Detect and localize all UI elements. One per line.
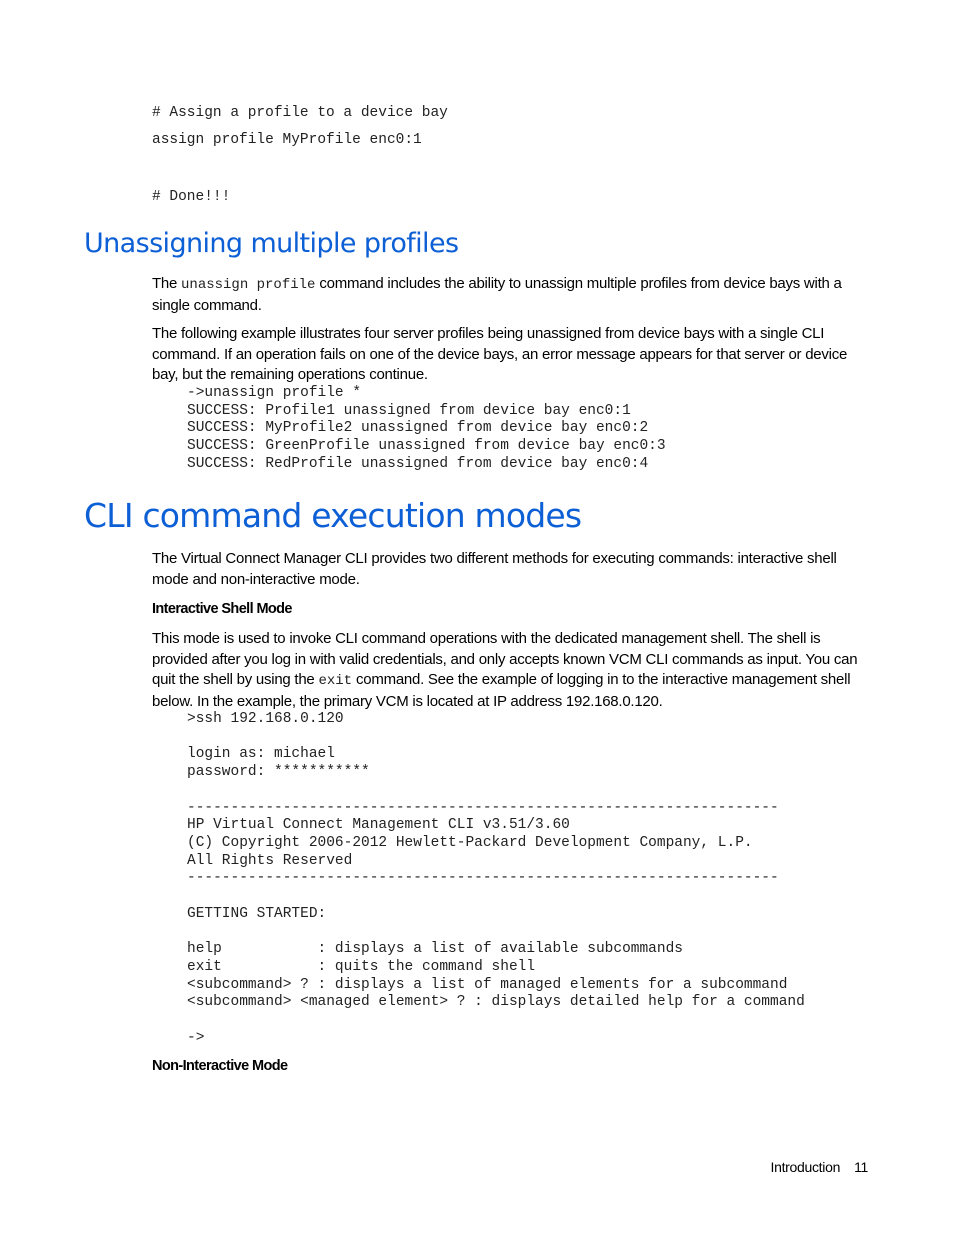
code-block-ssh-session: >ssh 192.168.0.120 login as: michael password: *********** -------------------------------------------------------------------- HP Virtual Connect Management CLI v3.51/3.60 (C) Copyright 2006-2012 Hewlett-Packard Development Company, L.P. All Rights Reserved -------------------------------------------------------------------- GETTING STARTED: help : displays a list of available subcommands exit : quits the command shell <subcommand> ? : displays a list of managed elements for a subcommand <subcommand> <managed element> ? : displays detailed help for a command -> [187, 711, 805, 1046]
heading-cli-command-execution-modes: CLI command execution modes [84, 496, 582, 535]
page-footer [771, 1159, 869, 1175]
footer-section-name: Introduction [770, 1159, 841, 1175]
paragraph-unassign-example: The following example illustrates four server profiles being unassigned from device bays with a single CLI command. If an operation fails on one of the device bays, an error message appears for that server or device bay, but the remaining operations continue. [152, 325, 848, 384]
subheading-interactive-shell-mode: Interactive Shell Mode [152, 601, 292, 617]
heading-unassigning-multiple-profiles: Unassigning multiple profiles [84, 228, 459, 259]
code-block-unassign-output: ->unassign profile * SUCCESS: Profile1 unassigned from device bay enc0:1 SUCCESS: MyProfile2 unassigned from device bay enc0:2 SUCCESS: GreenProfile unassigned from device bay enc0:3 SUCCESS: RedProfile unassigned from device bay enc0:4 [187, 385, 666, 472]
inline-code-exit: exit [318, 673, 353, 690]
page-number: 11 [854, 1159, 868, 1175]
paragraph-interactive-shell [152, 629, 872, 712]
paragraph-text: command. See the example of logging in to the interactive management shell below. In the example, the primary VCM is located at IP address 192.168.0.120. [152, 671, 851, 710]
code-line-assign-comment: # Assign a profile to a device bay [152, 105, 448, 121]
paragraph-text: The [152, 275, 182, 292]
paragraph-text: command includes the ability to unassign multiple profiles from device bays with a single command. [152, 275, 842, 314]
paragraph-text: This mode is used to invoke CLI command operations with the dedicated management shell. The shell is provided after you log in with valid credentials, and only accepts known VCM CLI commands as input. You can quit the shell by using the [152, 630, 858, 689]
subheading-non-interactive-mode: Non-Interactive Mode [152, 1058, 288, 1074]
code-line-assign-command: assign profile MyProfile enc0:1 [152, 132, 422, 148]
paragraph-execution-modes-intro: The Virtual Connect Manager CLI provides two different methods for executing commands: interactive shell mode and non-interactive mode. [152, 550, 837, 588]
code-line-done-comment: # Done!!! [152, 189, 231, 205]
inline-code-unassign-profile: unassign profile [181, 277, 316, 293]
paragraph-unassign-intro [152, 274, 872, 316]
